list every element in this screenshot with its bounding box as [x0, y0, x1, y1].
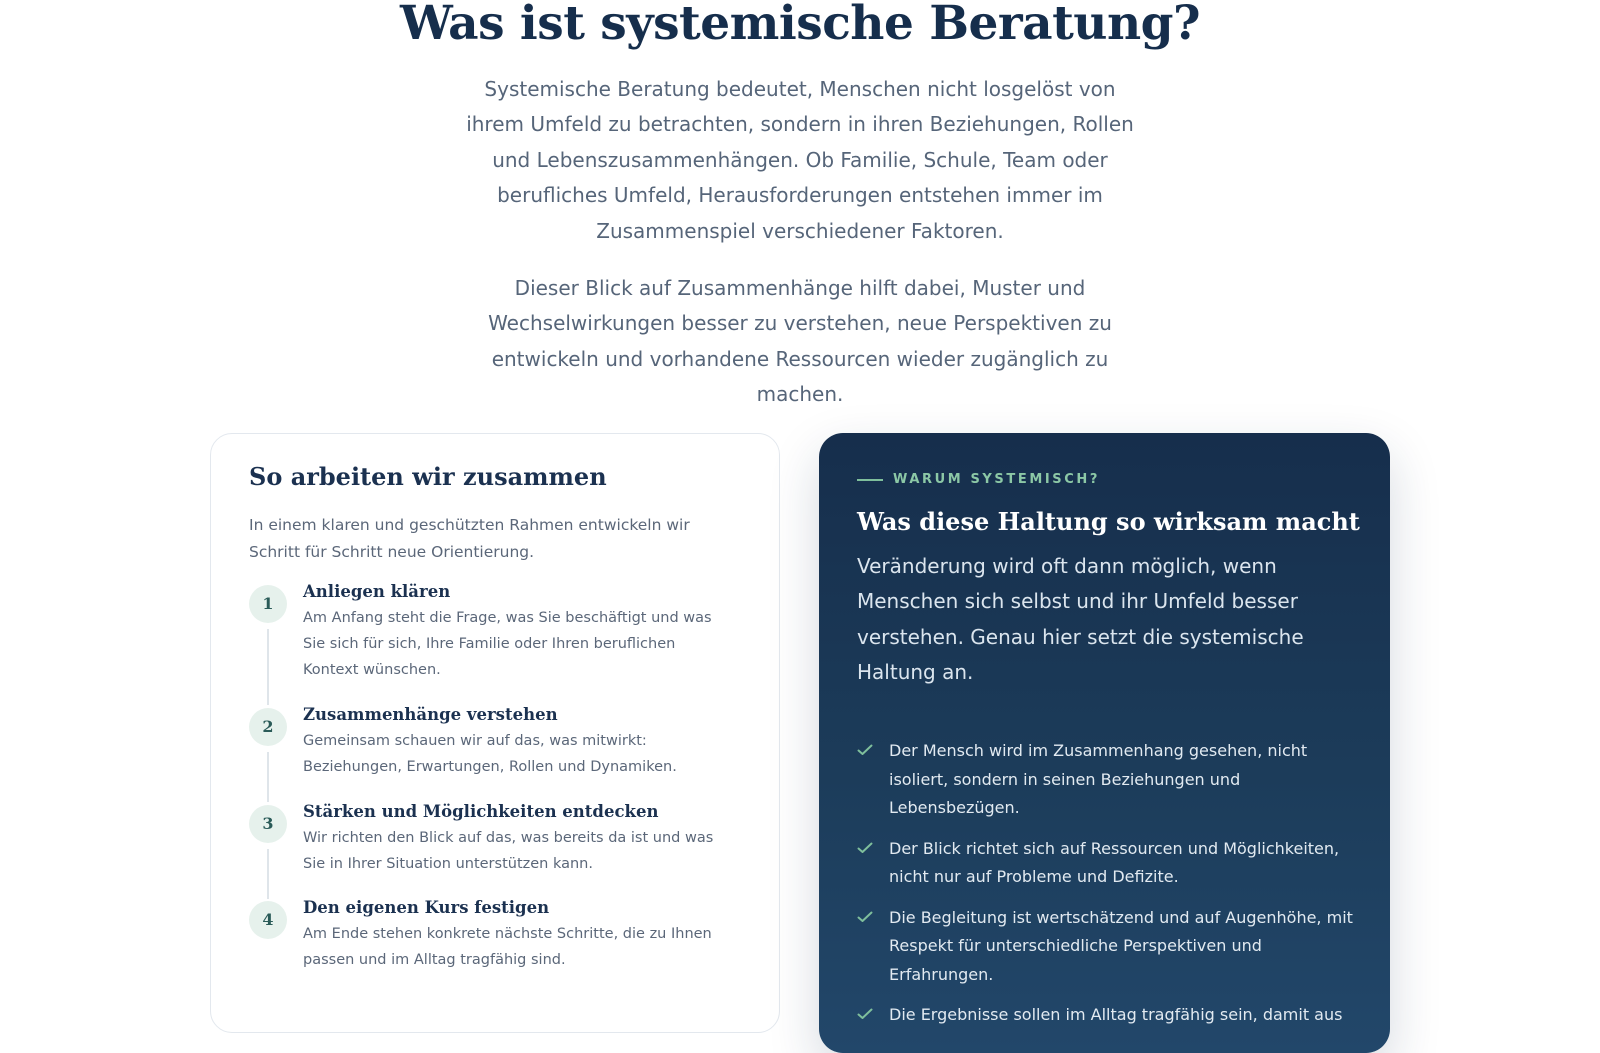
eyebrow-label: WARUM SYSTEMISCH? — [893, 472, 1101, 487]
why-systemic-card — [819, 433, 1390, 1053]
list-item-text: Die Ergebnisse sollen im Alltag tragfähig sein, damit aus — [889, 1005, 1343, 1024]
step-number-badge: 3 — [249, 805, 287, 843]
benefit-list — [857, 737, 1357, 1042]
step-title: Anliegen klären — [303, 582, 451, 601]
step-number-badge: 2 — [249, 708, 287, 746]
list-item-text: Der Blick richtet sich auf Ressourcen und Möglichkeiten, nicht nur auf Probleme und Defizite. — [889, 838, 1340, 886]
check-icon — [857, 1008, 873, 1020]
process-card — [210, 433, 780, 1033]
step-connector — [267, 629, 269, 705]
process-card-lead: In einem klaren und geschützten Rahmen entwickeln wir Schritt für Schritt neue Orientierung. — [249, 516, 690, 561]
step-connector — [267, 849, 269, 899]
intro-paragraph: Systemische Beratung bedeutet, Menschen nicht losgelöst von ihrem Umfeld zu betrachten, sondern in ihren Beziehungen, Rollen und Lebenszusammenhängen. Ob Familie, Schule, Team oder berufliches Umfeld, Herausforderungen entstehen immer im Zusammenspiel verschiedener Faktoren. — [466, 77, 1134, 243]
list-item-text: Die Begleitung ist wertschätzend und auf Augenhöhe, mit Respekt für unterschiedliche Perspektiven und Erfahrungen. — [889, 907, 1353, 984]
eyebrow-line — [857, 479, 883, 481]
check-icon — [857, 842, 873, 854]
check-icon — [857, 744, 873, 756]
process-card-title: So arbeiten wir zusammen — [249, 462, 607, 491]
step-text: Wir richten den Blick auf das, was bereits da ist und was Sie in Ihrer Situation unterstützen kann. — [303, 830, 714, 872]
step-text: Am Anfang steht die Frage, was Sie beschäftigt und was Sie sich für sich, Ihre Familie oder Ihren beruflichen Kontext wünschen. — [303, 610, 712, 678]
step-number-badge: 1 — [249, 585, 287, 623]
list-item — [857, 904, 1357, 990]
intro-paragraph-secondary: Dieser Blick auf Zusammenhänge hilft dabei, Muster und Wechselwirkungen besser zu verstehen, neue Perspektiven zu entwickeln und vorhandene Ressourcen wieder zugänglich zu machen. — [488, 276, 1112, 407]
step-title: Den eigenen Kurs festigen — [303, 898, 550, 917]
step-title: Zusammenhänge verstehen — [303, 705, 558, 724]
eyebrow — [857, 472, 1100, 487]
step-number-badge: 4 — [249, 901, 287, 939]
step-text: Gemeinsam schauen wir auf das, was mitwirkt: Beziehungen, Erwartungen, Rollen und Dynamiken. — [303, 733, 677, 775]
list-item-text: Der Mensch wird im Zusammenhang gesehen, nicht isoliert, sondern in seinen Beziehungen und Lebensbezügen. — [889, 741, 1308, 817]
list-item — [857, 1001, 1357, 1030]
why-card-title: Was diese Haltung so wirksam macht — [857, 507, 1360, 536]
step-text: Am Ende stehen konkrete nächste Schritte, die zu Ihnen passen und im Alltag tragfähig sind. — [303, 926, 712, 968]
step-title: Stärken und Möglichkeiten entdecken — [303, 802, 659, 821]
why-card-statement: Veränderung wird oft dann möglich, wenn Menschen sich selbst und ihr Umfeld besser verstehen. Genau hier setzt die systemische Haltung an. — [857, 554, 1304, 685]
step-connector — [267, 752, 269, 802]
list-item — [857, 737, 1357, 823]
page-title: Was ist systemische Beratung? — [399, 0, 1201, 51]
check-icon — [857, 911, 873, 923]
list-item — [857, 835, 1357, 892]
